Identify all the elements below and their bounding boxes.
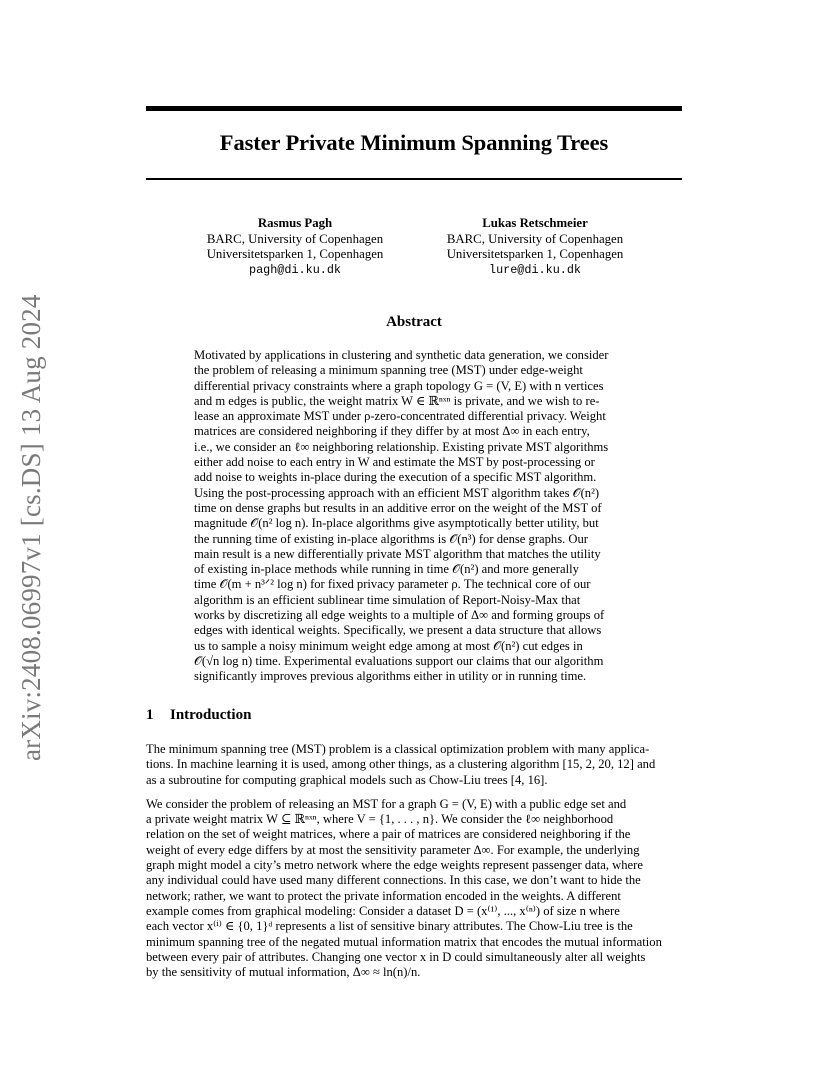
author-block xyxy=(180,216,410,278)
abstract-body xyxy=(194,348,634,685)
abstract-line: works by discretizing all edge weights to a multiple of Δ∞ and forming groups of xyxy=(194,608,605,623)
intro-line: a private weight matrix W ⊆ ℝⁿˣⁿ, where V = {1, . . . , n}. We consider the ℓ∞ neighborhood xyxy=(146,812,614,827)
abstract-heading: Abstract xyxy=(386,314,442,330)
intro-line: each vector x⁽ⁱ⁾ ∈ {0, 1}ᵈ represents a list of sensitive binary attributes. The Chow-Liu tree is the xyxy=(146,919,633,934)
abstract-line: time 𝒪(m + n³ᐟ² log n) for fixed privacy parameter ρ. The technical core of our xyxy=(194,577,591,592)
abstract-line: Motivated by applications in clustering and synthetic data generation, we consider xyxy=(194,348,609,362)
intro-line: minimum spanning tree of the negated mutual information matrix that encodes the mutual information xyxy=(146,934,662,949)
abstract-line: differential privacy constraints where a graph topology G = (V, E) with n vertices xyxy=(194,378,604,393)
abstract-line: the problem of releasing a minimum spanning tree (MST) under edge-weight xyxy=(194,363,583,378)
author-affiliation: BARC, University of Copenhagen xyxy=(206,231,384,246)
intro-line: network; rather, we want to protect the private information encoded in the weights. A different xyxy=(146,888,621,903)
intro-paragraph xyxy=(146,742,686,788)
author-name: Rasmus Pagh xyxy=(257,216,333,230)
abstract-line: significantly improves previous algorithms either in utility or in running time. xyxy=(194,669,587,684)
author-address: Universitetsparken 1, Copenhagen xyxy=(206,247,384,261)
intro-paragraph xyxy=(146,797,686,981)
title-rule-top xyxy=(146,106,682,111)
abstract-line: main result is a new differentially private MST algorithm that matches the utility xyxy=(194,546,601,561)
abstract-line: add noise to weights in-place during the execution of a specific MST algorithm. xyxy=(194,470,597,485)
intro-line: weight of every edge differs by at most the sensitivity parameter Δ∞. For example, the underlying xyxy=(146,842,640,857)
abstract-line: Using the post-processing approach with an efficient MST algorithm takes 𝒪(n²) xyxy=(194,485,600,500)
abstract-line: i.e., we consider an ℓ∞ neighboring relationship. Existing private MST algorithms xyxy=(194,439,609,454)
intro-line: graph might model a city’s metro network where the edge weights represent passenger data, where xyxy=(146,858,643,873)
abstract-line: lease an approximate MST under ρ-zero-concentrated differential privacy. Weight xyxy=(194,409,606,424)
abstract-line: us to sample a noisy minimum weight edge among at most 𝒪(n²) cut edges in xyxy=(194,638,583,653)
intro-line: relation on the set of weight matrices, where a pair of matrices are considered neighboring if the xyxy=(146,827,631,842)
title-rule-bottom xyxy=(146,178,682,180)
abstract-line: of existing in-place methods while running in time 𝒪(n²) and more generally xyxy=(194,562,579,577)
author-email: pagh@di.ku.dk xyxy=(248,262,342,277)
arxiv-identifier: arXiv:2408.06997v1 [cs.DS] 13 Aug 2024 xyxy=(16,294,46,761)
abstract-line: algorithm is an efficient sublinear time simulation of Report-Noisy-Max that xyxy=(194,592,581,607)
abstract-line: and m edges is public, the weight matrix W ∈ ℝⁿˣⁿ is private, and we wish to re- xyxy=(194,393,600,408)
author-affiliation: BARC, University of Copenhagen xyxy=(446,231,624,246)
intro-line: We consider the problem of releasing an MST for a graph G = (V, E) with a public edge set and xyxy=(146,796,627,811)
intro-line: by the sensitivity of mutual information, Δ∞ ≈ ln(n)/n. xyxy=(146,965,421,980)
intro-line: as a subroutine for computing graphical models such as Chow-Liu trees [4, 16]. xyxy=(146,772,548,787)
author-block xyxy=(420,216,650,278)
intro-line: The minimum spanning tree (MST) problem is a classical optimization problem with many applica- xyxy=(146,742,650,756)
abstract-line: time on dense graphs but results in an additive error on the weight of the MST of xyxy=(194,500,602,515)
abstract-line: the running time of existing in-place algorithms is 𝒪(n³) for dense graphs. Our xyxy=(194,531,588,546)
intro-line: example comes from graphical modeling: Consider a dataset D = (x⁽¹⁾, ..., x⁽ⁿ⁾) of size n where xyxy=(146,903,620,918)
intro-line: between every pair of attributes. Changing one vector x in D could simultaneously alter all weights xyxy=(146,949,646,964)
intro-body xyxy=(146,742,686,989)
abstract-line: either add noise to each entry in W and estimate the MST by post-processing or xyxy=(194,455,595,470)
abstract-line: magnitude 𝒪(n² log n). In-place algorithms give asymptotically better utility, but xyxy=(194,516,599,531)
paper-title: Faster Private Minimum Spanning Trees xyxy=(219,130,609,155)
author-name: Lukas Retschmeier xyxy=(482,216,588,230)
section-title: Introduction xyxy=(170,707,252,723)
abstract-line: edges with identical weights. Specifically, we present a data structure that allows xyxy=(194,623,602,638)
author-address: Universitetsparken 1, Copenhagen xyxy=(446,247,624,261)
intro-line: any individual could have used many different connections. In this case, we don’t want to hide the xyxy=(146,873,641,888)
abstract-line: 𝒪(√n log n) time. Experimental evaluations support our claims that our algorithm xyxy=(194,653,604,668)
author-email: lure@di.ku.dk xyxy=(488,262,582,277)
section-heading xyxy=(146,707,251,724)
abstract-line: matrices are considered neighboring if they differ by at most Δ∞ in each entry, xyxy=(194,424,590,439)
intro-line: tions. In machine learning it is used, among other things, as a clustering algorithm [15, 2, 20, 12] and xyxy=(146,757,656,772)
section-number: 1 xyxy=(146,707,154,723)
